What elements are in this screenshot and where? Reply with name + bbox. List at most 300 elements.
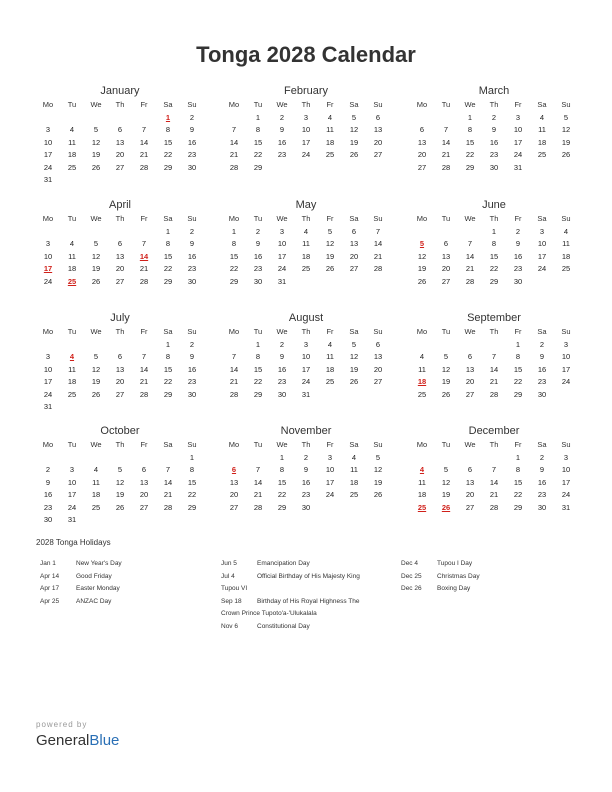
day-cell: 28	[139, 162, 149, 172]
day-cell: 12	[115, 477, 125, 487]
weekday-label: Fr	[514, 440, 522, 449]
holiday-date: Sep 18	[221, 597, 242, 605]
weekday-label: Su	[187, 214, 197, 223]
holiday-name: Constitutional Day	[257, 622, 310, 630]
day-cell: 16	[187, 137, 197, 147]
holiday-name: Official Birthday of His Majesty King	[257, 572, 360, 580]
day-cell: 26	[441, 389, 451, 399]
empty-cell	[60, 401, 84, 414]
day-cell: 14	[441, 137, 451, 147]
day-cell: 12	[91, 251, 101, 261]
day-cell: 1	[165, 226, 171, 236]
week-row	[222, 162, 390, 175]
day-cell: 29	[277, 502, 287, 512]
day-cell: 6	[141, 465, 147, 474]
day-cell: 4	[93, 465, 99, 474]
day-cell: 24	[513, 150, 523, 159]
week-row	[36, 124, 204, 137]
holiday-day-cell: 4	[419, 465, 425, 474]
empty-cell	[434, 226, 458, 239]
holiday-item	[221, 571, 360, 584]
weekday-label: Th	[301, 214, 311, 223]
week-row	[36, 238, 204, 251]
day-cell: 31	[301, 389, 311, 399]
day-cell: 23	[537, 490, 547, 499]
holiday-day-cell: 17	[43, 264, 53, 273]
day-cell: 27	[115, 389, 125, 399]
week-row	[222, 464, 390, 477]
day-cell: 30	[537, 389, 547, 399]
day-cell: 19	[417, 264, 427, 273]
day-cell: 26	[91, 162, 101, 172]
empty-cell	[366, 276, 390, 289]
day-cell: 25	[91, 502, 101, 512]
day-cell: 30	[253, 276, 263, 286]
day-cell: 18	[67, 264, 77, 273]
month-name: May	[295, 199, 317, 211]
day-cell: 22	[163, 264, 173, 273]
day-cell: 15	[513, 364, 523, 374]
holiday-day-cell: 1	[165, 112, 171, 122]
day-cell: 26	[417, 276, 427, 286]
day-cell: 21	[229, 150, 239, 159]
day-cell: 18	[325, 364, 335, 374]
day-cell: 9	[45, 477, 51, 487]
empty-cell	[36, 339, 60, 352]
day-cell: 20	[373, 137, 383, 147]
month-july	[36, 311, 204, 414]
empty-cell	[84, 452, 108, 465]
holiday-item	[221, 608, 360, 621]
day-cell: 22	[253, 150, 263, 159]
week-row	[222, 376, 390, 389]
month-november	[222, 424, 390, 514]
weekday-label: Su	[187, 100, 197, 109]
day-cell: 28	[465, 276, 475, 286]
day-cell: 29	[465, 162, 475, 172]
weekday-label: We	[276, 214, 288, 223]
weekday-label: We	[276, 440, 288, 449]
day-cell: 25	[561, 264, 571, 273]
day-cell: 12	[417, 251, 427, 261]
week-row	[222, 226, 390, 239]
day-cell: 17	[301, 137, 311, 147]
week-row	[222, 364, 390, 377]
day-cell: 24	[301, 150, 311, 159]
week-row	[410, 276, 578, 289]
day-cell: 4	[419, 352, 425, 361]
day-cell: 23	[43, 502, 53, 512]
day-cell: 17	[301, 364, 311, 374]
day-cell: 24	[561, 377, 571, 386]
holiday-item	[221, 621, 360, 634]
day-cell: 16	[489, 137, 499, 147]
empty-cell	[246, 452, 270, 465]
weekday-label: We	[276, 100, 288, 109]
holiday-date: Dec 26	[401, 585, 422, 592]
empty-cell	[530, 276, 554, 289]
day-cell: 14	[373, 239, 383, 248]
day-cell: 6	[351, 226, 357, 236]
day-cell: 3	[563, 452, 569, 462]
holidays-title: 2028 Tonga Holidays	[36, 538, 111, 547]
day-cell: 20	[229, 490, 239, 499]
holiday-item	[221, 596, 360, 609]
month-march	[410, 84, 578, 174]
powered-by-label: powered by	[36, 720, 88, 729]
day-cell: 21	[489, 377, 499, 386]
day-cell: 17	[43, 377, 53, 386]
weekday-label: Mo	[416, 327, 428, 336]
day-cell: 9	[539, 465, 545, 474]
day-cell: 29	[253, 162, 263, 172]
day-cell: 5	[93, 239, 99, 248]
day-cell: 5	[351, 112, 357, 122]
day-cell: 15	[163, 364, 173, 374]
day-cell: 28	[229, 389, 239, 399]
day-cell: 19	[91, 377, 101, 386]
day-cell: 18	[301, 251, 311, 261]
empty-cell	[60, 339, 84, 352]
day-cell: 26	[91, 276, 101, 286]
day-cell: 2	[539, 452, 545, 462]
empty-cell	[108, 174, 132, 187]
weekday-label: We	[464, 440, 476, 449]
day-cell: 1	[165, 339, 171, 349]
empty-cell	[482, 452, 506, 465]
day-cell: 15	[489, 251, 499, 261]
day-cell: 14	[465, 251, 475, 261]
empty-cell	[132, 401, 156, 414]
holiday-date: Nov 6	[221, 622, 238, 630]
day-cell: 7	[255, 465, 261, 474]
day-cell: 9	[539, 352, 545, 361]
day-cell: 28	[163, 502, 173, 512]
day-cell: 1	[189, 452, 195, 462]
day-cell: 18	[67, 377, 77, 386]
weekday-header	[410, 213, 578, 226]
weekday-label: Fr	[326, 214, 334, 223]
empty-cell	[180, 174, 204, 187]
day-cell: 29	[489, 276, 499, 286]
day-cell: 24	[67, 502, 77, 512]
empty-cell	[530, 162, 554, 175]
day-cell: 24	[325, 490, 335, 499]
day-cell: 20	[115, 150, 125, 159]
day-cell: 24	[43, 276, 53, 286]
weekday-label: Fr	[514, 214, 522, 223]
weekday-label: Mo	[416, 440, 428, 449]
weekday-label: We	[276, 327, 288, 336]
empty-cell	[410, 339, 434, 352]
week-row	[222, 339, 390, 352]
day-cell: 19	[441, 377, 451, 386]
weekday-label: Fr	[326, 327, 334, 336]
week-row	[36, 162, 204, 175]
weekday-header	[410, 326, 578, 339]
day-cell: 5	[375, 452, 381, 462]
page-title: Tonga 2028 Calendar	[196, 42, 416, 67]
week-row	[410, 464, 578, 477]
day-cell: 7	[375, 226, 381, 236]
weekday-label: We	[464, 327, 476, 336]
day-cell: 8	[467, 125, 473, 134]
day-cell: 1	[255, 339, 261, 349]
empty-cell	[410, 226, 434, 239]
day-cell: 20	[349, 251, 359, 261]
day-cell: 11	[418, 477, 426, 487]
weekday-label: Su	[187, 327, 197, 336]
day-cell: 27	[373, 150, 383, 159]
weekday-label: We	[90, 214, 102, 223]
empty-cell	[342, 502, 366, 515]
day-cell: 11	[68, 251, 76, 261]
day-cell: 3	[539, 226, 545, 236]
week-row	[410, 452, 578, 465]
day-cell: 17	[43, 150, 53, 159]
day-cell: 29	[163, 276, 173, 286]
weekday-label: Su	[561, 100, 571, 109]
day-cell: 3	[515, 112, 521, 122]
holiday-item	[221, 558, 360, 571]
empty-cell	[434, 452, 458, 465]
week-row	[222, 124, 390, 137]
day-cell: 22	[163, 150, 173, 159]
weekday-label: Mo	[42, 214, 54, 223]
month-name: November	[280, 425, 332, 437]
holiday-name: Birthday of His Royal Highness The	[257, 597, 360, 605]
weekday-header	[222, 99, 390, 112]
day-cell: 14	[253, 477, 263, 487]
day-cell: 20	[139, 490, 149, 499]
empty-cell	[132, 174, 156, 187]
day-cell: 20	[465, 490, 475, 499]
empty-cell	[342, 162, 366, 175]
day-cell: 20	[417, 150, 427, 159]
empty-cell	[84, 174, 108, 187]
holiday-item	[401, 558, 480, 571]
day-cell: 29	[229, 276, 239, 286]
day-cell: 11	[326, 125, 334, 134]
day-cell: 12	[325, 239, 335, 248]
weekday-label: Tu	[253, 214, 263, 223]
day-cell: 30	[187, 276, 197, 286]
day-cell: 6	[443, 239, 449, 248]
day-cell: 2	[303, 452, 309, 462]
day-cell: 27	[441, 276, 451, 286]
day-cell: 7	[467, 239, 473, 248]
holiday-date: Jul 4	[221, 572, 235, 580]
weekday-header	[36, 439, 204, 452]
day-cell: 11	[92, 477, 100, 487]
week-row	[36, 263, 204, 276]
day-cell: 6	[467, 465, 473, 474]
empty-cell	[156, 401, 180, 414]
day-cell: 26	[325, 264, 335, 273]
day-cell: 6	[375, 112, 381, 122]
day-cell: 17	[277, 251, 287, 261]
empty-cell	[84, 401, 108, 414]
week-row	[410, 124, 578, 137]
holiday-name: Boxing Day	[437, 585, 471, 592]
day-cell: 17	[537, 251, 547, 261]
weekday-label: We	[90, 440, 102, 449]
day-cell: 23	[187, 264, 197, 273]
day-cell: 25	[537, 150, 547, 159]
day-cell: 24	[561, 490, 571, 499]
day-cell: 9	[303, 465, 309, 474]
month-name: October	[100, 425, 140, 437]
day-cell: 15	[277, 477, 287, 487]
week-row	[410, 238, 578, 251]
week-row	[36, 401, 204, 414]
weekday-label: Su	[187, 440, 197, 449]
day-cell: 19	[325, 251, 335, 261]
empty-cell	[366, 502, 390, 515]
weekday-label: Mo	[228, 327, 240, 336]
day-cell: 28	[139, 389, 149, 399]
day-cell: 3	[45, 239, 51, 248]
day-cell: 11	[68, 137, 76, 147]
weekday-header	[222, 326, 390, 339]
holiday-item	[40, 558, 122, 571]
week-row	[36, 174, 204, 187]
day-cell: 7	[141, 125, 147, 134]
day-cell: 21	[441, 150, 451, 159]
day-cell: 13	[373, 352, 383, 361]
day-cell: 30	[489, 162, 499, 172]
week-row	[222, 251, 390, 264]
day-cell: 22	[229, 264, 239, 273]
holiday-item	[40, 571, 122, 584]
day-cell: 6	[375, 339, 381, 349]
empty-cell	[554, 389, 578, 402]
day-cell: 1	[467, 112, 473, 122]
week-row	[410, 477, 578, 490]
week-row	[410, 364, 578, 377]
day-cell: 18	[561, 251, 571, 261]
day-cell: 10	[43, 137, 53, 147]
day-cell: 15	[465, 137, 475, 147]
weekday-label: Fr	[514, 327, 522, 336]
weekday-label: Su	[561, 327, 571, 336]
day-cell: 15	[253, 364, 263, 374]
weekday-label: Th	[489, 100, 499, 109]
day-cell: 21	[139, 264, 149, 273]
week-row	[410, 389, 578, 402]
weekday-label: Sa	[349, 214, 359, 223]
day-cell: 22	[277, 490, 287, 499]
empty-cell	[36, 112, 60, 125]
day-cell: 8	[231, 239, 237, 248]
brand-blue: Blue	[89, 732, 120, 749]
empty-cell	[108, 226, 132, 239]
day-cell: 6	[467, 352, 473, 361]
day-cell: 13	[229, 477, 239, 487]
day-cell: 9	[189, 125, 195, 134]
day-cell: 24	[43, 162, 53, 172]
weekday-label: We	[90, 100, 102, 109]
weekday-label: Sa	[163, 214, 173, 223]
day-cell: 10	[301, 352, 311, 361]
day-cell: 16	[537, 477, 547, 487]
day-cell: 18	[537, 137, 547, 147]
week-row	[36, 251, 204, 264]
day-cell: 22	[489, 264, 499, 273]
day-cell: 19	[91, 150, 101, 159]
holiday-column	[221, 558, 360, 633]
empty-cell	[132, 112, 156, 125]
day-cell: 11	[538, 125, 546, 134]
day-cell: 11	[562, 239, 570, 248]
week-row	[36, 364, 204, 377]
holiday-date: Jan 1	[40, 560, 56, 567]
day-cell: 27	[417, 162, 427, 172]
day-cell: 22	[163, 377, 173, 386]
day-cell: 19	[441, 490, 451, 499]
weekday-label: Tu	[441, 100, 451, 109]
day-cell: 7	[231, 352, 237, 361]
day-cell: 27	[465, 502, 475, 512]
month-september	[410, 311, 578, 401]
holiday-date: Apr 14	[40, 572, 60, 580]
day-cell: 3	[279, 226, 285, 236]
weekday-label: Tu	[67, 214, 77, 223]
empty-cell	[36, 452, 60, 465]
day-cell: 8	[491, 239, 497, 248]
day-cell: 7	[491, 465, 497, 474]
day-cell: 26	[373, 490, 383, 499]
weekday-label: Fr	[140, 440, 148, 449]
day-cell: 14	[489, 477, 499, 487]
holiday-name: Good Friday	[76, 572, 112, 580]
day-cell: 13	[115, 364, 125, 374]
weekday-label: Tu	[441, 327, 451, 336]
month-december	[410, 424, 578, 514]
day-cell: 11	[350, 465, 358, 474]
day-cell: 31	[513, 162, 523, 172]
weekday-header	[222, 213, 390, 226]
empty-cell	[132, 339, 156, 352]
weekday-label: Mo	[42, 440, 54, 449]
day-cell: 23	[277, 377, 287, 386]
day-cell: 1	[515, 452, 521, 462]
month-may	[222, 198, 390, 288]
day-cell: 20	[373, 364, 383, 374]
week-row	[36, 112, 204, 125]
holiday-date: Jun 5	[221, 560, 237, 567]
day-cell: 6	[117, 125, 123, 134]
day-cell: 5	[351, 339, 357, 349]
day-cell: 22	[253, 377, 263, 386]
empty-cell	[222, 452, 246, 465]
day-cell: 20	[441, 264, 451, 273]
holiday-name: Easter Monday	[76, 585, 120, 592]
weekday-label: Mo	[42, 327, 54, 336]
day-cell: 7	[165, 465, 171, 474]
day-cell: 19	[561, 137, 571, 147]
day-cell: 4	[303, 226, 309, 236]
week-row	[36, 149, 204, 162]
day-cell: 14	[229, 137, 239, 147]
day-cell: 10	[301, 125, 311, 134]
holiday-item	[401, 571, 480, 584]
week-row	[410, 489, 578, 502]
empty-cell	[180, 401, 204, 414]
holiday-name: New Year's Day	[76, 560, 122, 567]
weekday-label: Fr	[326, 440, 334, 449]
day-cell: 11	[326, 352, 334, 361]
